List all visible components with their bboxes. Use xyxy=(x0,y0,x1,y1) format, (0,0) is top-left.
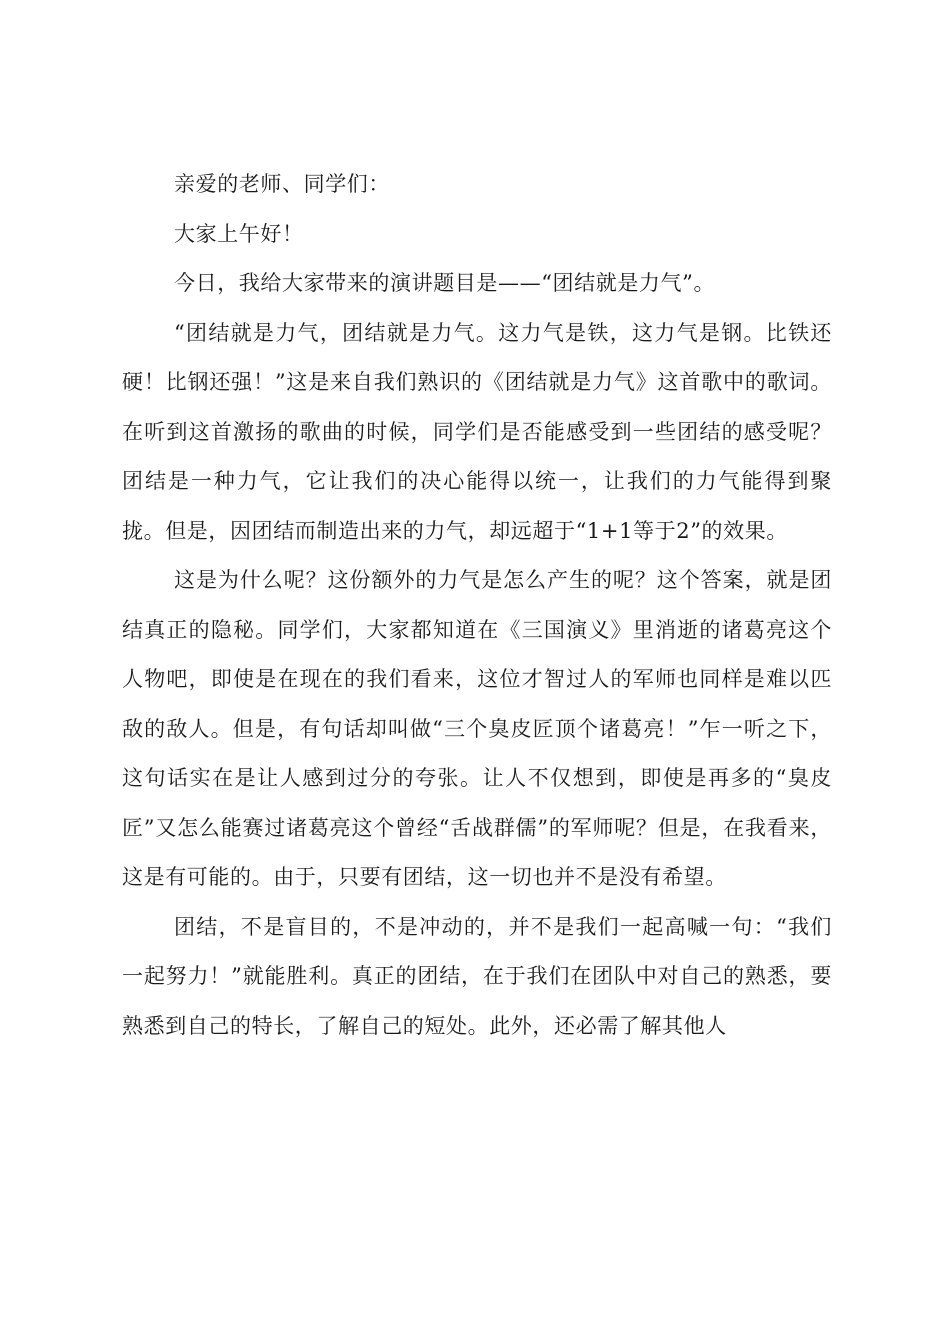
body-paragraph: 团结，不是盲目的，不是冲动的，并不是我们一起高喊一句：“我们一起努力！”就能胜利。真正的团结，在于我们在团队中对自己的熟悉，要熟悉到自己的特长，了解自己的短处。此外，还必需了解其他人 xyxy=(122,914,832,1038)
greeting: 大家上午好！ xyxy=(174,221,304,246)
body-paragraph: 这是为什么呢？这份额外的力气是怎么产生的呢？这个答案，就是团结真正的隐秘。同学们，大家都知道在《三国演义》里消逝的诸葛亮这个人物吧，即使是在现在的我们看来，这位才智过人的军师也同样是难以匹敌的敌人。但是，有句话却叫做“三个臭皮匠顶个诸葛亮！”乍一听之下，这句话实在是让人感到过分的夸张。让人不仅想到，即使是再多的“臭皮匠”又怎么能赛过诸葛亮这个曾经“舌战群儒”的军师呢？但是，在我看来，这是有可能的。由于，只要有团结，这一切也并不是没有希望。 xyxy=(122,568,832,889)
speech-topic-paragraph: 今日，我给大家带来的演讲题目是——“团结就是力气”。 xyxy=(174,271,716,295)
body-paragraph: “团结就是力气，团结就是力气。这力气是铁，这力气是钢。比铁还硬！比钢还强！”这是来自我们熟识的《团结就是力气》这首歌中的歌词。在听到这首激扬的歌曲的时候，同学们是否能感受到一些团结的感受呢？团结是一种力气，它让我们的决心能得以统一，让我们的力气能得到聚拢。但是，因团结而制造出来的力气，却远超于“1+1等于2”的效果。 xyxy=(122,320,832,543)
document-body xyxy=(122,160,832,1051)
salutation: 亲爱的老师、同学们： xyxy=(174,172,390,196)
